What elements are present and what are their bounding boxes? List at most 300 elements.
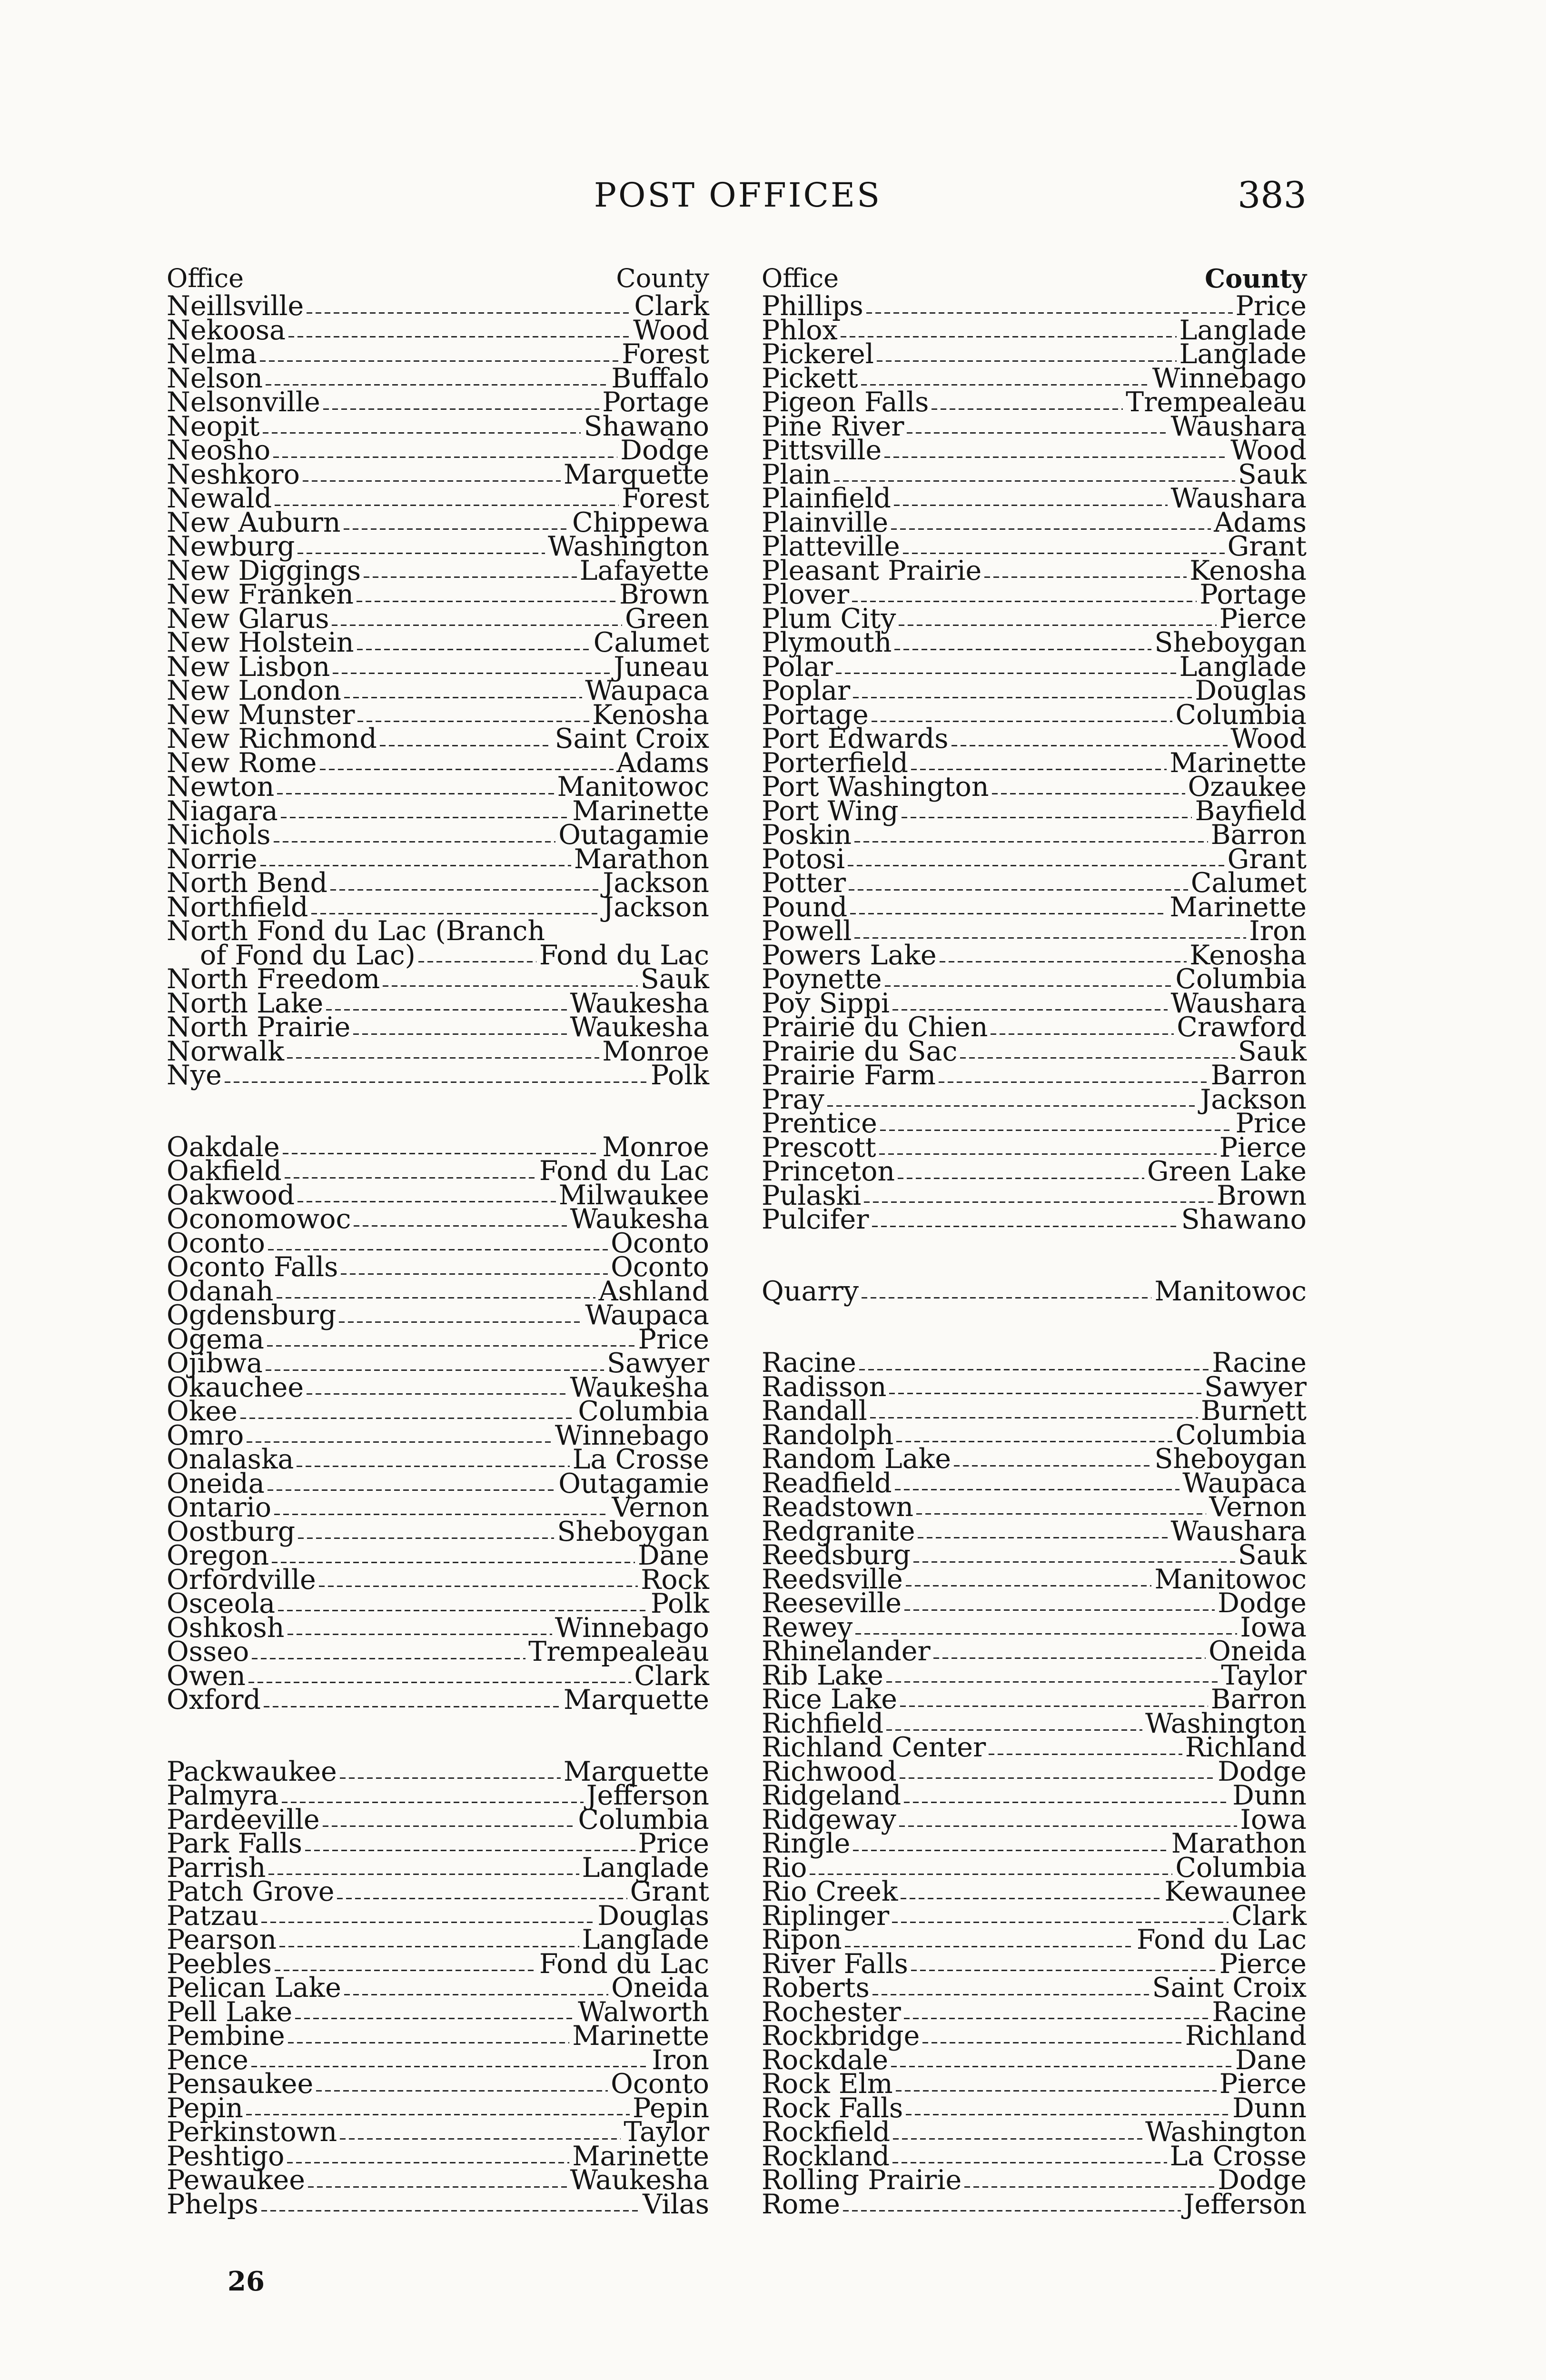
county-name: Winnebago: [555, 1612, 709, 1644]
county-name: Oconto: [611, 2068, 709, 2100]
office-name: Plainville: [762, 506, 889, 538]
leader-dots: [285, 1177, 536, 1179]
list-item: [167, 1684, 709, 1716]
leader-dots: [278, 1610, 648, 1611]
office-name: New Rome: [167, 747, 317, 779]
office-name: Odanah: [167, 1275, 274, 1307]
office-name: North Prairie: [167, 1012, 351, 1043]
office-name: Pigeon Falls: [762, 387, 929, 418]
county-name: Price: [638, 1323, 709, 1355]
county-name: Marinette: [572, 2020, 709, 2052]
leader-dots: [854, 841, 1208, 843]
leader-dots: [850, 913, 1167, 914]
leader-dots: [951, 745, 1228, 746]
office-name: Oconto Falls: [167, 1251, 338, 1283]
leader-dots: [864, 1201, 1214, 1203]
section-gap: [762, 1232, 1307, 1279]
office-name: Perkinstown: [167, 2116, 337, 2148]
list-item: [762, 1275, 1307, 1307]
office-name: North Bend: [167, 867, 327, 899]
county-name: Burnett: [1200, 1395, 1307, 1427]
county-name: Grant: [630, 1876, 709, 1907]
page-header: [169, 174, 1307, 226]
office-name: Patch Grove: [167, 1876, 335, 1907]
office-name: Norwalk: [167, 1035, 284, 1067]
list-item: [167, 1060, 709, 1091]
office-name: Phlox: [762, 314, 838, 346]
county-name: Jackson: [1200, 1083, 1307, 1115]
office-name: Radisson: [762, 1371, 887, 1403]
leader-dots: [862, 1297, 1151, 1299]
leader-dots: [283, 1153, 600, 1154]
office-name: Rio: [762, 1852, 807, 1884]
leader-dots: [853, 697, 1192, 698]
list-item: [167, 2188, 709, 2220]
leader-dots: [340, 2138, 621, 2140]
office-name: Palmyra: [167, 1780, 279, 1811]
leader-dots: [922, 2042, 1182, 2043]
county-name: Sauk: [1238, 458, 1307, 490]
county-column-label: County: [1205, 263, 1307, 294]
leader-dots: [902, 817, 1192, 818]
leader-dots: [341, 1273, 608, 1275]
leader-dots: [866, 312, 1233, 314]
leader-dots: [330, 889, 600, 891]
leader-dots: [275, 1970, 536, 1971]
county-name: Waupaca: [585, 675, 709, 706]
list-item: [762, 2188, 1307, 2220]
county-name: Kenosha: [592, 699, 709, 731]
county-name: Waukesha: [570, 1371, 709, 1403]
office-name: Plainfield: [762, 483, 891, 514]
office-name: Randolph: [762, 1419, 894, 1451]
county-name: Washington: [1145, 2116, 1307, 2148]
office-name: North Freedom: [167, 963, 380, 995]
leader-dots: [892, 2162, 1167, 2163]
office-name: Rockbridge: [762, 2020, 920, 2052]
office-name: Ridgeland: [762, 1780, 902, 1811]
office-name: Readstown: [762, 1491, 914, 1523]
office-name: Newald: [167, 483, 272, 514]
office-name: Ringle: [762, 1828, 851, 1859]
office-name: Ogema: [167, 1323, 264, 1355]
county-name: Iowa: [1240, 1611, 1307, 1643]
leader-dots: [246, 2114, 630, 2115]
leader-dots: [337, 1898, 627, 1899]
office-name: Riplinger: [762, 1900, 890, 1932]
leader-dots: [932, 408, 1123, 410]
office-name: Platteville: [762, 531, 900, 562]
leader-dots: [266, 1369, 604, 1371]
county-name: Waukesha: [570, 2164, 709, 2196]
leader-dots: [904, 2018, 1209, 2019]
leader-dots: [877, 360, 1177, 362]
county-name: Sawyer: [606, 1348, 709, 1379]
leader-dots: [295, 2018, 575, 2019]
office-name: River Falls: [762, 1948, 908, 1980]
office-name: Roberts: [762, 1972, 870, 2003]
county-name: Sauk: [640, 963, 709, 995]
leader-dots: [274, 841, 556, 843]
office-name: Richwood: [762, 1755, 897, 1787]
leader-dots: [282, 1802, 584, 1803]
left-p-list: [167, 1755, 709, 2220]
leader-dots: [260, 865, 571, 866]
leader-dots: [810, 1874, 1172, 1875]
leader-dots: [287, 1057, 599, 1059]
county-name: Waupaca: [585, 1299, 709, 1331]
county-name: Manitowoc: [1154, 1563, 1307, 1595]
list-item: [762, 435, 1307, 466]
office-name: New Glarus: [167, 603, 329, 635]
right-q-list: [762, 1275, 1307, 1307]
county-name: Marathon: [1171, 1828, 1307, 1859]
office-name: Reeseville: [762, 1587, 902, 1619]
leader-dots: [889, 1393, 1201, 1394]
leader-dots: [261, 1922, 595, 1923]
county-name: Wood: [633, 314, 709, 346]
county-name: Brown: [619, 579, 709, 610]
county-name: Dane: [637, 1540, 709, 1571]
leader-dots: [911, 769, 1167, 770]
office-name: Onalaska: [167, 1444, 294, 1475]
office-name: Ogdensburg: [167, 1299, 337, 1331]
office-name: Northfield: [167, 891, 308, 923]
office-name: Rewey: [762, 1611, 853, 1643]
leader-dots: [277, 793, 554, 794]
leader-dots: [261, 2210, 640, 2211]
leader-dots: [913, 1561, 1235, 1563]
office-name: Pearson: [167, 1924, 277, 1955]
leader-dots: [380, 745, 552, 746]
leader-dots: [901, 1898, 1161, 1899]
county-name: Waukesha: [570, 987, 709, 1019]
leader-dots: [326, 1009, 567, 1011]
county-name: Iowa: [1240, 1804, 1307, 1835]
office-name: Rib Lake: [762, 1659, 883, 1691]
county-name: Forest: [622, 338, 709, 370]
office-name: New London: [167, 675, 341, 706]
leader-dots: [264, 1706, 561, 1707]
leader-dots: [339, 1321, 582, 1323]
leader-dots: [861, 384, 1150, 386]
office-name: Rhinelander: [762, 1636, 931, 1667]
county-name: Winnebago: [1152, 362, 1307, 394]
leader-dots: [357, 649, 591, 650]
list-item: [167, 2068, 709, 2100]
leader-dots: [248, 1682, 631, 1683]
county-name: Clark: [634, 290, 709, 322]
county-name: Kenosha: [1189, 555, 1307, 586]
leader-dots: [895, 1489, 1180, 1490]
office-name: Pewaukee: [167, 2164, 306, 2196]
leader-dots: [297, 553, 545, 554]
office-name: Pray: [762, 1083, 824, 1115]
county-name: Brown: [1217, 1180, 1307, 1211]
office-name: Neshkoro: [167, 458, 300, 490]
county-name: Price: [1235, 1108, 1307, 1139]
county-name: Washington: [1145, 1707, 1307, 1739]
county-name: Grant: [1227, 531, 1307, 562]
leader-dots: [364, 576, 576, 578]
office-name: Randall: [762, 1395, 867, 1427]
office-name: Oxford: [167, 1684, 261, 1716]
leader-dots: [252, 1658, 525, 1659]
county-name: Langlade: [1179, 314, 1307, 346]
office-name: Prescott: [762, 1131, 876, 1163]
county-name: Trempealeau: [528, 1636, 709, 1667]
leader-dots: [872, 1226, 1179, 1227]
leader-dots: [344, 528, 569, 530]
county-name: Fond du Lac: [1136, 1924, 1307, 1955]
office-name: Pine River: [762, 410, 904, 442]
county-name: Vernon: [1209, 1491, 1307, 1523]
office-name: Richland Center: [762, 1732, 986, 1763]
leader-dots: [260, 360, 619, 362]
county-name: Oneida: [611, 1972, 709, 2003]
leader-dots: [903, 553, 1225, 554]
office-name: Peebles: [167, 1948, 272, 1980]
county-name: Jackson: [603, 891, 709, 923]
county-name: Taylor: [624, 2116, 709, 2148]
office-name: Orfordville: [167, 1564, 316, 1596]
county-name: Monroe: [602, 1035, 709, 1067]
office-name-continued: of Fond du Lac): [200, 939, 416, 971]
office-name: Rochester: [762, 1996, 901, 2028]
county-name: Shawano: [584, 410, 709, 442]
leader-dots: [340, 1777, 561, 1779]
office-name: Rolling Prairie: [762, 2164, 962, 2196]
office-name: Port Edwards: [762, 723, 949, 754]
leader-dots: [859, 1369, 1209, 1370]
county-name: Columbia: [578, 1396, 709, 1427]
county-name: Marquette: [563, 458, 709, 490]
leader-dots: [320, 769, 614, 770]
office-name: Nelsonville: [167, 387, 320, 418]
office-name: Plum City: [762, 603, 896, 635]
leader-dots: [323, 408, 600, 410]
office-name: Osceola: [167, 1588, 276, 1619]
office-name: Rock Falls: [762, 2092, 903, 2124]
county-name: Langlade: [1179, 338, 1307, 370]
county-name: Polk: [650, 1588, 709, 1619]
section-gap: [167, 1712, 709, 1760]
county-name: Outagamie: [558, 819, 709, 851]
county-name: Taylor: [1221, 1659, 1307, 1691]
leader-dots: [240, 1418, 575, 1419]
county-name: Sheboygan: [1154, 1443, 1307, 1475]
county-name: Marquette: [563, 1755, 709, 1787]
leader-dots: [933, 1657, 1206, 1659]
leader-dots: [849, 889, 1188, 891]
office-name: Park Falls: [167, 1828, 303, 1859]
county-name: Shawano: [1181, 1204, 1307, 1235]
leader-dots: [287, 2162, 569, 2163]
county-name: Ozaukee: [1188, 771, 1307, 803]
office-name: Ridgeway: [762, 1804, 896, 1835]
leader-dots: [251, 2066, 649, 2067]
leader-dots: [906, 2114, 1229, 2115]
office-name: Owen: [167, 1660, 246, 1692]
office-name: Pembine: [167, 2020, 285, 2052]
leader-dots: [836, 673, 1177, 674]
left-o-list: [167, 1131, 709, 1716]
county-name: Green Lake: [1147, 1156, 1307, 1187]
county-name: Oconto: [611, 1251, 709, 1283]
leader-dots: [843, 2210, 1181, 2211]
office-name: Redgranite: [762, 1515, 915, 1547]
office-name: Oostburg: [167, 1516, 296, 1547]
office-name: Porterfield: [762, 747, 908, 779]
leader-dots: [872, 1994, 1150, 1995]
office-name: Potter: [762, 867, 846, 899]
leader-dots: [225, 1081, 648, 1083]
office-name: Pleasant Prairie: [762, 555, 982, 586]
leader-dots: [891, 2066, 1232, 2067]
county-name: Wood: [1230, 435, 1307, 466]
county-name: Racine: [1212, 1347, 1307, 1378]
leader-dots: [880, 1130, 1233, 1131]
county-name: Dodge: [1218, 1755, 1307, 1787]
right-r-list: [762, 1347, 1307, 2220]
county-name: Columbia: [1175, 963, 1307, 995]
office-name: Patzau: [167, 1900, 259, 1932]
office-name: Polar: [762, 651, 833, 683]
leader-dots: [900, 1706, 1208, 1707]
county-name: Dunn: [1232, 2092, 1307, 2124]
county-name: Price: [1235, 290, 1307, 322]
office-name: Prentice: [762, 1108, 877, 1139]
office-name: Pulcifer: [762, 1204, 869, 1235]
leader-dots: [896, 2090, 1217, 2092]
county-name: Portage: [1199, 579, 1307, 610]
county-name: Saint Croix: [555, 723, 709, 754]
leader-dots: [852, 601, 1197, 602]
county-name: Langlade: [582, 1852, 709, 1884]
leader-dots: [916, 1513, 1206, 1515]
county-name: Barron: [1210, 1060, 1307, 1091]
county-name: Waushara: [1170, 410, 1307, 442]
office-name: Pence: [167, 2044, 248, 2076]
leader-dots: [960, 1057, 1235, 1059]
county-name: Marinette: [572, 795, 709, 827]
leader-dots: [319, 1586, 638, 1587]
office-name: Pepin: [167, 2092, 243, 2124]
office-name: Powers Lake: [762, 939, 937, 971]
county-name: Washington: [548, 531, 709, 562]
office-name: Neosho: [167, 435, 271, 466]
office-name: Newton: [167, 771, 275, 803]
page-number: 383: [1237, 174, 1307, 216]
office-name: Packwaukee: [167, 1755, 337, 1787]
office-name: Random Lake: [762, 1443, 951, 1475]
office-name: Pelican Lake: [167, 1972, 341, 2003]
county-name: Manitowoc: [557, 771, 709, 803]
county-name: Manitowoc: [1154, 1275, 1307, 1307]
leader-dots: [898, 1178, 1144, 1179]
office-name: Oakdale: [167, 1131, 280, 1163]
leader-dots: [884, 456, 1228, 458]
office-name: Reedsburg: [762, 1539, 911, 1571]
leader-dots: [984, 576, 1187, 578]
office-name: Okee: [167, 1396, 238, 1427]
list-item: [167, 1035, 709, 1067]
office-name: Parrish: [167, 1852, 266, 1884]
office-name: Peshtigo: [167, 2140, 285, 2172]
county-name: Pierce: [1219, 1131, 1307, 1163]
leader-dots: [357, 601, 616, 602]
leader-dots: [279, 1946, 579, 1947]
county-name: Columbia: [1175, 699, 1307, 731]
leader-dots: [288, 336, 630, 337]
county-name: Waushara: [1170, 483, 1307, 514]
left-n-list: [167, 290, 709, 923]
county-name: Wood: [1230, 723, 1307, 754]
leader-dots: [964, 2186, 1215, 2188]
county-name: Marinette: [1169, 747, 1307, 779]
county-name: Columbia: [1175, 1419, 1307, 1451]
office-name: Neopit: [167, 410, 260, 442]
county-name: Sawyer: [1204, 1371, 1307, 1403]
leader-dots: [344, 697, 582, 698]
leader-dots: [899, 625, 1216, 626]
county-name: Calumet: [593, 627, 709, 658]
leader-dots: [357, 721, 589, 722]
office-name: Rock Elm: [762, 2068, 893, 2100]
office-name: Rockdale: [762, 2044, 889, 2076]
leader-dots: [297, 1201, 556, 1202]
leader-dots: [333, 673, 611, 674]
leader-dots: [272, 1562, 635, 1563]
office-name: Phelps: [167, 2188, 258, 2220]
leader-dots: [886, 1729, 1142, 1731]
county-name: Sheboygan: [557, 1516, 709, 1547]
county-name: Kenosha: [1189, 939, 1307, 971]
leader-dots: [288, 2042, 569, 2043]
office-name: Pensaukee: [167, 2068, 314, 2100]
county-name: Iron: [1249, 915, 1307, 947]
county-name: Outagamie: [558, 1468, 709, 1499]
leader-dots: [275, 505, 619, 506]
leader-dots: [308, 2186, 567, 2188]
county-name: Fond du Lac: [539, 1948, 709, 1980]
office-name: Oakwood: [167, 1179, 295, 1211]
leader-dots: [298, 1537, 554, 1539]
county-name: Chippewa: [572, 506, 709, 538]
county-name: Jefferson: [586, 1780, 709, 1811]
county-name: Clark: [1231, 1900, 1307, 1932]
office-name: Oregon: [167, 1540, 269, 1571]
leader-dots: [900, 1777, 1215, 1779]
office-name: Oakfield: [167, 1155, 282, 1187]
county-name: Dodge: [1218, 1587, 1307, 1619]
office-name: Quarry: [762, 1275, 859, 1307]
office-name: New Auburn: [167, 506, 341, 538]
leader-dots: [992, 793, 1185, 794]
office-name: Prairie Farm: [762, 1060, 936, 1091]
leader-dots: [267, 1345, 635, 1347]
leader-dots: [266, 384, 608, 386]
county-name: Barron: [1210, 819, 1307, 851]
signature-mark: 26: [228, 2266, 265, 2297]
office-name: Plymouth: [762, 627, 892, 658]
office-name: Readfield: [762, 1467, 892, 1499]
office-name: New Diggings: [167, 555, 361, 586]
leader-dots: [885, 985, 1173, 987]
county-name: Green: [625, 603, 709, 635]
county-name: Portage: [602, 387, 709, 418]
leader-dots: [268, 1249, 608, 1250]
